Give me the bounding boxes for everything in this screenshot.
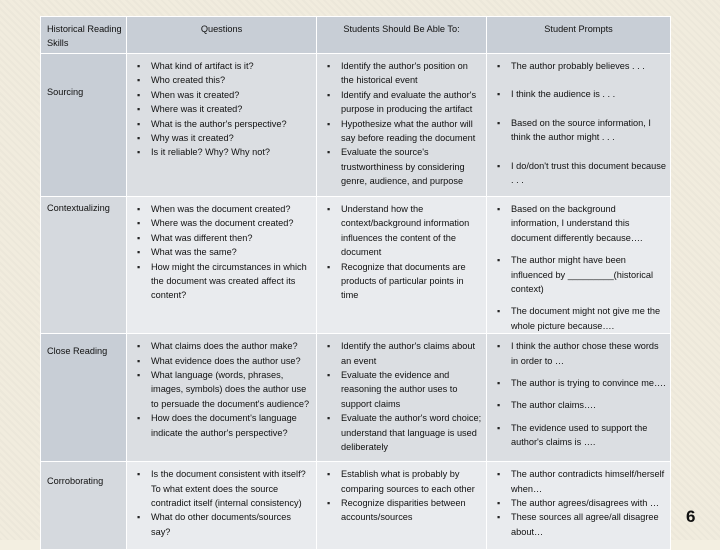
prompts-cell <box>487 197 671 334</box>
able-cell <box>317 197 487 334</box>
skill-sourcing: Sourcing <box>41 54 127 197</box>
able-cell <box>317 334 487 462</box>
list-item: ▪ Identify the author's position on the historical event <box>327 59 482 88</box>
list-item: ▪ The author agrees/disagrees with … <box>497 496 666 510</box>
list-item: ▪ How does the document's language indicate the author's perspective? <box>137 411 312 440</box>
list-item: ▪ Who created this? <box>137 73 312 87</box>
list-item: ▪ Why was it created? <box>137 131 312 145</box>
list-item: ▪ These sources all agree/all disagree about… <box>497 510 666 539</box>
prompts-cell <box>487 334 671 462</box>
list-item: ▪ Where was the document created? <box>137 216 312 230</box>
questions-list <box>127 462 316 539</box>
prompts-list <box>487 462 670 539</box>
table-row-corroborating <box>41 462 671 550</box>
list-item: ▪ Recognize disparities between accounts/sources <box>327 496 482 525</box>
header-able: Students Should Be Able To: <box>317 17 487 54</box>
list-item: ▪ Where was it created? <box>137 102 312 116</box>
list-item: ▪ The author contradicts himself/herself when… <box>497 467 666 496</box>
list-item: ▪ What kind of artifact is it? <box>137 59 312 73</box>
list-item: ▪ Based on the source information, I think the author might . . . <box>497 116 666 145</box>
list-item: ▪ What is the author's perspective? <box>137 117 312 131</box>
questions-list <box>127 197 316 303</box>
able-list <box>317 462 486 525</box>
list-item: ▪ What evidence does the author use? <box>137 354 312 368</box>
questions-cell <box>127 197 317 334</box>
list-item: ▪ The author claims…. <box>497 398 666 412</box>
list-item: ▪ When was it created? <box>137 88 312 102</box>
list-item: ▪ What do other documents/sources say? <box>137 510 312 539</box>
skill-contextualizing: Contextualizing <box>41 197 127 334</box>
prompts-cell <box>487 54 671 197</box>
header-questions: Questions <box>127 17 317 54</box>
list-item: ▪ Evaluate the evidence and reasoning the author uses to support claims <box>327 368 482 411</box>
questions-cell <box>127 334 317 462</box>
skill-close-reading: Close Reading <box>41 334 127 462</box>
prompts-list <box>487 197 670 333</box>
list-item: ▪ The document might not give me the whole picture because…. <box>497 304 666 333</box>
able-cell <box>317 462 487 550</box>
list-item: ▪ Evaluate the source's trustworthiness by considering genre, audience, and purpose <box>327 145 482 188</box>
list-item: ▪ Understand how the context/background information influences the content of the document <box>327 202 482 260</box>
list-item: ▪ Recognize that documents are products of particular points in time <box>327 260 482 303</box>
list-item: ▪ When was the document created? <box>137 202 312 216</box>
list-item: ▪ Based on the background information, I understand this document differently because…. <box>497 202 666 245</box>
table-row-close-reading <box>41 334 671 462</box>
list-item: ▪ Is the document consistent with itself? To what extent does the source contradict itself (internal consistency) <box>137 467 312 510</box>
table-header-row <box>41 17 671 54</box>
list-item: ▪ The author might have been influenced by _________(historical context) <box>497 253 666 296</box>
prompts-list <box>487 54 670 187</box>
list-item: ▪ What was the same? <box>137 245 312 259</box>
list-item: ▪ What language (words, phrases, images, symbols) does the author use to persuade the document's audience? <box>137 368 312 411</box>
able-list <box>317 54 486 189</box>
list-item: ▪ I think the audience is . . . <box>497 87 666 101</box>
table-row-sourcing <box>41 54 671 197</box>
list-item: ▪ Evaluate the author's word choice; understand that language is used deliberately <box>327 411 482 454</box>
list-item: ▪ Hypothesize what the author will say before reading the document <box>327 117 482 146</box>
prompts-list <box>487 334 670 449</box>
questions-cell <box>127 462 317 550</box>
prompts-cell <box>487 462 671 550</box>
list-item: ▪ I think the author chose these words in order to … <box>497 339 666 368</box>
list-item: ▪ The author probably believes . . . <box>497 59 666 73</box>
able-cell <box>317 54 487 197</box>
list-item: ▪ The author is trying to convince me…. <box>497 376 666 390</box>
list-item: ▪ What claims does the author make? <box>137 339 312 353</box>
questions-list <box>127 54 316 160</box>
list-item: ▪ What was different then? <box>137 231 312 245</box>
header-prompts: Student Prompts <box>487 17 671 54</box>
list-item: ▪ The evidence used to support the author's claims is …. <box>497 421 666 450</box>
list-item: ▪ How might the circumstances in which the document was created affect its content? <box>137 260 312 303</box>
questions-cell <box>127 54 317 197</box>
list-item: ▪ Identify and evaluate the author's purpose in producing the artifact <box>327 88 482 117</box>
list-item: ▪ Establish what is probably by comparing sources to each other <box>327 467 482 496</box>
page-number: 6 <box>686 507 696 526</box>
historical-reading-skills-table <box>40 16 671 550</box>
list-item: ▪ I do/don't trust this document because . . . <box>497 159 666 188</box>
skill-corroborating: Corroborating <box>41 462 127 550</box>
list-item: ▪ Is it reliable? Why? Why not? <box>137 145 312 159</box>
able-list <box>317 197 486 303</box>
header-skill: Historical Reading Skills <box>41 17 127 54</box>
list-item: ▪ Identify the author's claims about an event <box>327 339 482 368</box>
table-row-contextualizing <box>41 197 671 334</box>
questions-list <box>127 334 316 440</box>
able-list <box>317 334 486 454</box>
